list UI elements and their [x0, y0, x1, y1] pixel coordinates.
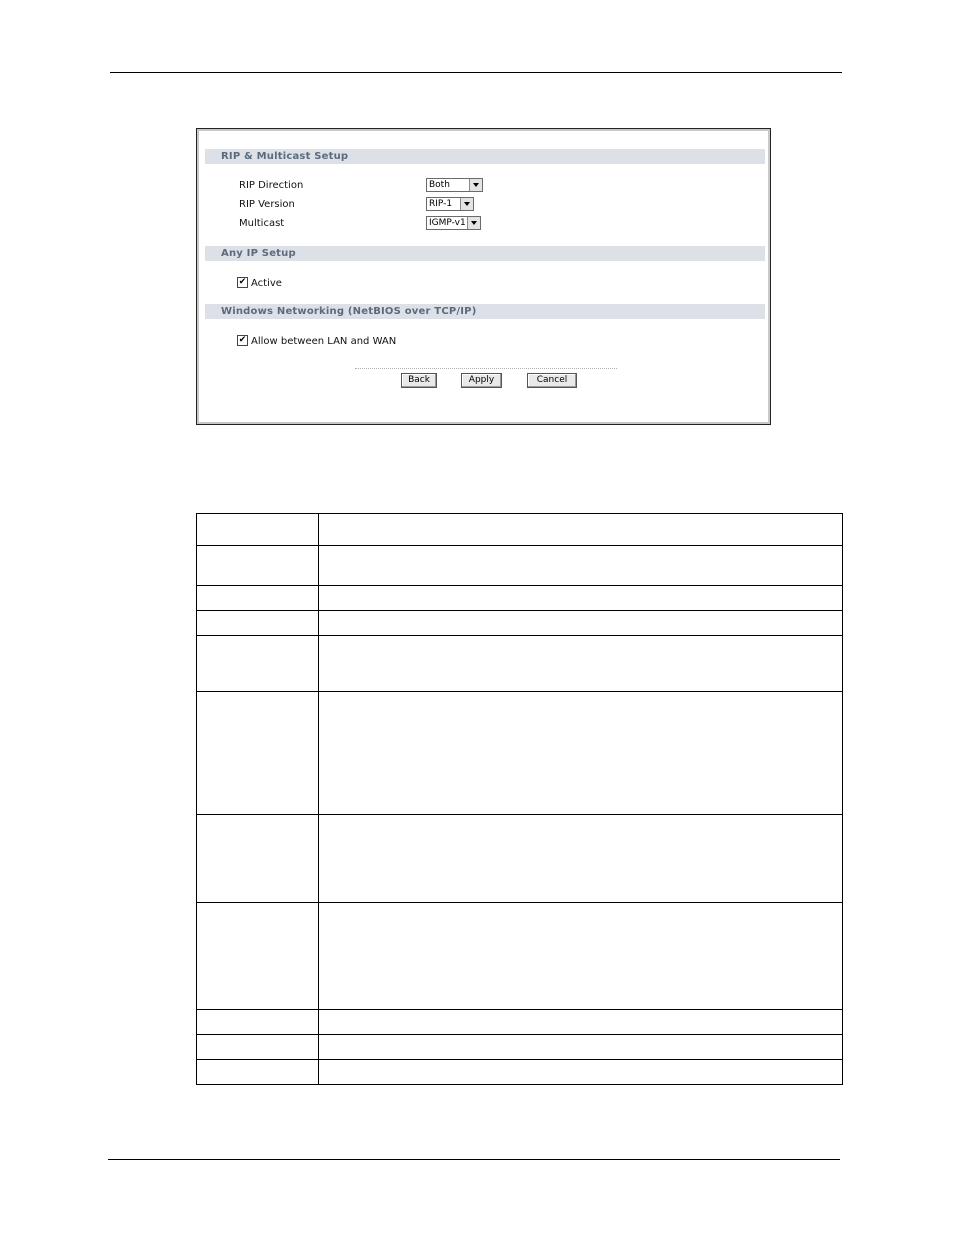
table-header-row	[197, 514, 843, 546]
multicast-label: Multicast	[239, 218, 285, 229]
allow-lan-wan-checkbox[interactable]: ✔	[238, 335, 247, 345]
section-header-any-ip: Any IP Setup	[205, 246, 765, 261]
cancel-button[interactable]: Cancel	[527, 373, 577, 388]
multicast-value: IGMP-v1	[429, 218, 466, 228]
rip-version-label: RIP Version	[239, 199, 295, 210]
button-divider	[355, 368, 617, 369]
active-label: Active	[251, 278, 282, 289]
table-row	[197, 815, 843, 903]
table-row	[197, 586, 843, 611]
rip-direction-select[interactable]	[426, 178, 483, 192]
allow-lan-wan-label: Allow between LAN and WAN	[251, 336, 397, 347]
chevron-down-icon[interactable]	[460, 198, 473, 210]
table-row	[197, 611, 843, 636]
table-row	[197, 1010, 843, 1035]
table-row	[197, 903, 843, 1010]
rip-version-select[interactable]	[426, 197, 474, 211]
chevron-down-icon[interactable]	[467, 217, 480, 229]
chevron-down-icon[interactable]	[469, 179, 482, 191]
back-button[interactable]: Back	[401, 373, 437, 388]
table-row	[197, 1035, 843, 1060]
screenshot-panel	[196, 128, 771, 425]
table-row	[197, 692, 843, 815]
header-rule	[110, 72, 842, 73]
rip-version-value: RIP-1	[429, 199, 453, 209]
apply-button[interactable]: Apply	[461, 373, 502, 388]
multicast-select[interactable]	[426, 216, 481, 230]
rip-direction-label: RIP Direction	[239, 180, 304, 191]
footer-rule	[108, 1159, 840, 1160]
active-checkbox[interactable]: ✔	[238, 277, 247, 287]
table-row	[197, 546, 843, 586]
table-row	[197, 1060, 843, 1085]
section-header-windows-networking: Windows Networking (NetBIOS over TCP/IP)	[205, 304, 765, 319]
table-row	[197, 636, 843, 692]
section-header-rip-multicast: RIP & Multicast Setup	[205, 149, 765, 164]
rip-direction-value: Both	[429, 180, 450, 190]
field-description-table	[196, 513, 843, 1085]
